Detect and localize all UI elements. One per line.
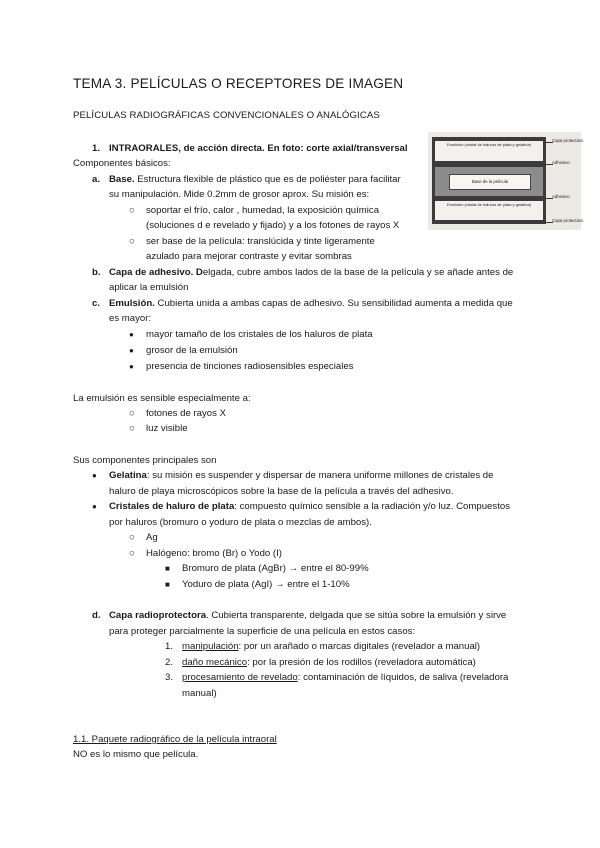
circle-bullet-icon: ○ xyxy=(129,423,135,434)
d-item-2: daño mecánico: por la presión de los rodillos (reveladora automática) xyxy=(182,657,476,668)
item-d-line1: Capa radioprotectora. Cubierta transparente, delgada que se sitúa sobre la emulsión y sirve xyxy=(109,610,507,621)
d-item-3: procesamiento de revelado: contaminación de líquidos, de saliva (reveladora xyxy=(182,672,509,683)
film-layers xyxy=(432,137,546,224)
section-1-heading: INTRAORALES, de acción directa. En foto: corte axial/transversal xyxy=(109,143,408,154)
cristales-line2: por haluros (bromuro o yoduro de plata o mezclas de ambos). xyxy=(109,517,372,528)
item-c-marker: c. xyxy=(92,298,101,309)
d-item-1-number: 1. xyxy=(165,641,174,652)
cristales-line1: Cristales de haluro de plata: compuesto químico sensible a la radiación y/o luz. Compuestos xyxy=(109,501,510,512)
bromuro-item: Bromuro de plata (AgBr) → entre el 80-99% xyxy=(182,563,369,574)
components-intro: Componentes básicos: xyxy=(73,158,171,169)
item-d-marker: d. xyxy=(92,610,101,621)
item-a-sub1-line2: (soluciones d e revelado y fijado) y a los fotones de rayos X xyxy=(146,220,400,231)
d-item-3-number: 3. xyxy=(165,672,174,683)
emulsion-bullet: grosor de la emulsión xyxy=(146,345,238,356)
subtitle: PELÍCULAS RADIOGRÁFICAS CONVENCIONALES O ANALÓGICAS xyxy=(73,110,380,121)
gelatina-line2: haluro de playa microscópicos sobre la base de la película a través del adhesivo. xyxy=(109,486,454,497)
yoduro-item: Yoduro de plata (AgI) → entre el 1-10% xyxy=(182,579,350,590)
bottom-emulsion-band: Emulsión (cristal de haluros de plata y gelatina) xyxy=(435,201,543,220)
adhesive-base-layer xyxy=(435,167,543,196)
item-b-marker: b. xyxy=(92,267,101,278)
circle-bullet-icon: ○ xyxy=(129,532,135,543)
d-item-1: manipulación: por un arañado o marcas digitales (revelador a manual) xyxy=(182,641,481,652)
label-adhesivo-bottom: Adhesivo xyxy=(552,194,570,199)
emulsion-bullet: mayor tamaño de los cristales de los haluros de plata xyxy=(146,329,373,340)
item-a-marker: a. xyxy=(92,174,101,185)
section-1-number: 1. xyxy=(92,143,101,154)
item-a-sub1-line1: soportar el frío, calor , humedad, la exposición química xyxy=(146,205,380,216)
label-capa-protectora-bottom: Capa protectora xyxy=(552,218,583,223)
circle-bullet-icon: ○ xyxy=(129,205,135,216)
top-emulsion-band: Emulsión (cristal de haluros de plata y gelatina) xyxy=(435,141,543,161)
item-a-line1: Base. Estructura flexible de plástico que es de poliéster para facilitar xyxy=(109,174,401,185)
main-components-intro: Sus componentes principales son xyxy=(73,455,217,466)
label-adhesivo-top: Adhesivo xyxy=(552,160,570,165)
dot-bullet-icon: ● xyxy=(92,471,97,480)
section-1-1-text: NO es lo mismo que película. xyxy=(73,749,199,760)
halogen-item: Halógeno: bromo (Br) o Yodo (I) xyxy=(146,548,282,559)
dot-bullet-icon: ● xyxy=(129,330,134,339)
page-title: TEMA 3. PELÍCULAS O RECEPTORES DE IMAGEN xyxy=(73,76,404,91)
circle-bullet-icon: ○ xyxy=(129,408,135,419)
sensitive-item: fotones de rayos X xyxy=(146,408,226,419)
item-b-line2: aplicar la emulsión xyxy=(109,282,189,293)
dot-bullet-icon: ● xyxy=(129,362,134,371)
dot-bullet-icon: ● xyxy=(129,346,134,355)
item-a-sub2-line1: ser base de la película: translúcida y tinte ligeramente xyxy=(146,236,375,247)
item-d-line2: para proteger parcialmente la superficie de una película en estos casos: xyxy=(109,626,416,637)
gelatina-line1: Gelatina: su misión es suspender y dispersar de manera uniforme millones de cristales de xyxy=(109,470,494,481)
item-c-line2: es mayor: xyxy=(109,313,152,324)
item-a-sub2-line2: azulado para mejorar contraste y evitar sombras xyxy=(146,251,352,262)
emulsion-bullet: presencia de tinciones radiosensibles especiales xyxy=(146,361,354,372)
sensitive-item: luz visible xyxy=(146,423,188,434)
sensitive-intro: La emulsión es sensible especialmente a: xyxy=(73,393,251,404)
label-capa-protectora-top: Capa protectora xyxy=(552,138,583,143)
item-c-line1: Emulsión. Cubierta unida a ambas capas de adhesivo. Su sensibilidad aumenta a medida que xyxy=(109,298,513,309)
film-cross-section-figure xyxy=(428,132,581,230)
circle-bullet-icon: ○ xyxy=(129,548,135,559)
ag-item: Ag xyxy=(146,532,158,543)
section-1-1-heading: 1.1. Paquete radiográfico de la película intraoral xyxy=(73,734,277,745)
item-a-line2: su manipulación. Mide 0.2mm de grosor aprox. Su misión es: xyxy=(109,189,370,200)
item-b-line1: Capa de adhesivo. Delgada, cubre ambos lados de la base de la película y se añade antes de xyxy=(109,267,514,278)
square-bullet-icon: ■ xyxy=(165,564,170,573)
dot-bullet-icon: ● xyxy=(92,502,97,511)
circle-bullet-icon: ○ xyxy=(129,236,135,247)
d-item-2-number: 2. xyxy=(165,657,174,668)
d-item-3-line2: manual) xyxy=(182,688,217,699)
square-bullet-icon: ■ xyxy=(165,580,170,589)
base-layer: Base de la película xyxy=(449,174,531,190)
